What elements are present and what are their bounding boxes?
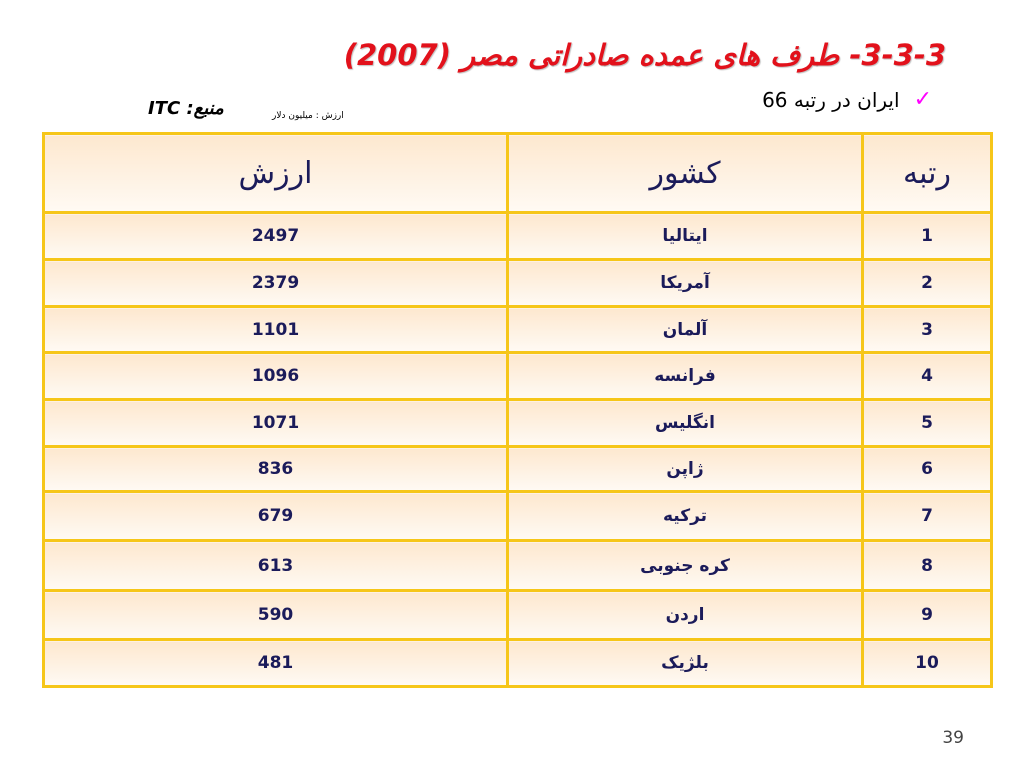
value-cell: 836 [44,447,508,492]
bullet-item [762,88,932,112]
source-label: منبع: ITC [148,98,224,119]
rank-cell: 5 [863,400,992,447]
table-row [44,400,992,447]
header-rank: رتبه [863,134,992,213]
value-cell: 590 [44,591,508,640]
value-cell: 2379 [44,260,508,307]
country-cell: ژاپن [508,447,863,492]
country-cell: بلژیک [508,640,863,687]
rank-cell: 6 [863,447,992,492]
header-country: کشور [508,134,863,213]
table-row [44,492,992,541]
value-cell: 481 [44,640,508,687]
slide-title: 3-3-3- طرف های عمده صادراتی مصر (2007) [343,38,946,72]
value-cell: 679 [44,492,508,541]
exports-table [42,132,993,688]
header-value: ارزش [44,134,508,213]
value-cell: 1101 [44,307,508,353]
table-row [44,640,992,687]
bullet-text: ایران در رتبه 66 [762,88,900,112]
rank-cell: 10 [863,640,992,687]
country-cell: انگلیس [508,400,863,447]
country-cell: آلمان [508,307,863,353]
table-row [44,353,992,400]
rank-cell: 8 [863,541,992,591]
table-row [44,307,992,353]
rank-cell: 1 [863,213,992,260]
country-cell: کره جنوبی [508,541,863,591]
table-row [44,541,992,591]
rank-cell: 9 [863,591,992,640]
rank-cell: 2 [863,260,992,307]
check-icon: ✓ [913,87,932,112]
rank-cell: 4 [863,353,992,400]
value-cell: 1096 [44,353,508,400]
country-cell: آمریکا [508,260,863,307]
table-row [44,447,992,492]
country-cell: فرانسه [508,353,863,400]
country-cell: اردن [508,591,863,640]
table-header-row [44,134,992,213]
value-cell: 1071 [44,400,508,447]
value-cell: 613 [44,541,508,591]
value-cell: 2497 [44,213,508,260]
table-row [44,260,992,307]
unit-note: ارزش : میلیون دلار [272,111,344,121]
page-number: 39 [942,728,964,748]
table-row [44,213,992,260]
rank-cell: 3 [863,307,992,353]
rank-cell: 7 [863,492,992,541]
table-row [44,591,992,640]
country-cell: ایتالیا [508,213,863,260]
country-cell: ترکیه [508,492,863,541]
